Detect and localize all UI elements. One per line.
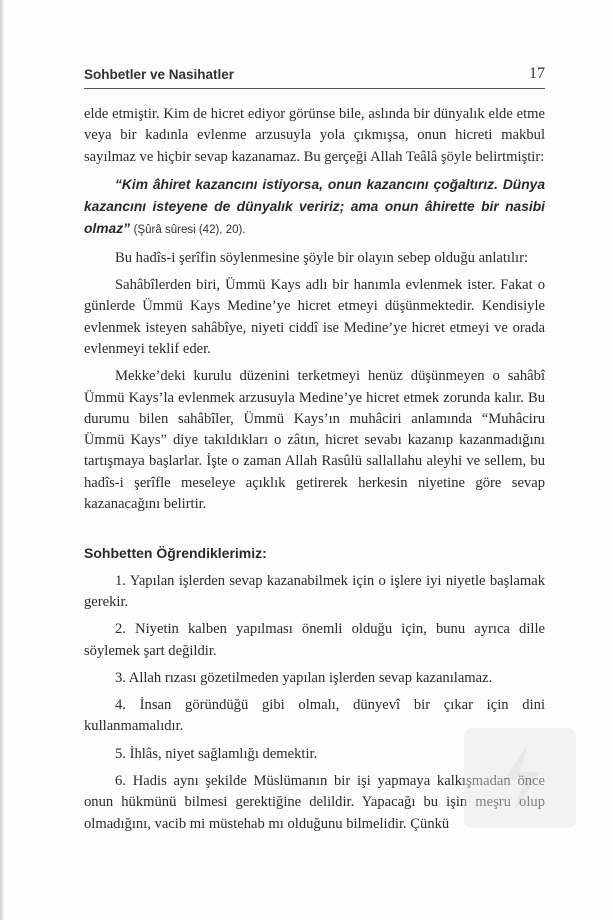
- list-item: 2. Niyetin kalben yapılması önemli olduğu için, bunu ayrıca dille söylemek şart değildir.: [84, 621, 545, 659]
- list-item: 6. Hadis aynı şekilde Müslümanın bir işi yapmaya kalkışmadan önce onun hükmünü bilmesi gerektiğine delildir. Yapacağı bu işin meşru olup olmadığını, vacib mi müstehab mı olduğunu bilmelidir. Çünkü: [84, 773, 545, 832]
- list-item: 1. Yapılan işlerden sevap kazanabilmek için o işlere iyi niyetle başlamak gerekir.: [84, 572, 545, 610]
- running-head: Sohbetler ve Nasihatler: [84, 67, 235, 82]
- page-binding-edge: [0, 0, 4, 920]
- list-item: 5. İhlâs, niyet sağlamlığı demektir.: [115, 745, 318, 762]
- list-item: 3. Allah rızası gözetilmeden yapılan işlerden sevap kazanılamaz.: [115, 669, 493, 686]
- header-rule: [84, 88, 545, 89]
- quote-text: “Kim âhiret kazancını istiyorsa, onun kazancını çoğaltırız. Dünya kazancını isteyene de dünyalık veririz; ama onun âhirette bir nasibi olmaz”: [84, 176, 545, 237]
- list-item: 4. İnsan göründüğü gibi olmalı, dünyevî bir çıkar için dini kullanmamalıdır.: [84, 697, 545, 735]
- quran-quote: [84, 174, 545, 242]
- paragraph: Sahâbîlerden biri, Ümmü Kays adlı bir hanımla evlenmek ister. Fakat o günlerde Ümmü Kays Medine’ye hicret etmeyi düşünmektedir. Kendisiyle evlenmek isteyen sahâbîye, niyeti ciddî ise Medine’ye hicret etmeyi ve orada evlenmeyi teklif eder.: [84, 277, 545, 357]
- paragraph: Bu hadîs-i şerîfin söylenmesine şöyle bir olayın sebep olduğu anlatılır:: [115, 249, 529, 266]
- quote-reference: (Şûrâ sûresi (42), 20).: [133, 224, 246, 237]
- page-number: 17: [529, 65, 545, 82]
- paragraph: elde etmiştir. Kim de hicret ediyor görünse bile, aslında bir dünyalık elde etme veya bir kadınla evlenme arzusuyla yola çıkmışsa, onun hicreti makbul sayılmaz ve hiçbir sevap kazanamaz. Bu gerçeği Allah Teâlâ şöyle belirtmiştir:: [84, 106, 545, 165]
- section-heading: Sohbetten Öğrendiklerimiz:: [84, 545, 267, 562]
- page-header: [84, 65, 545, 89]
- watermark-logo: [458, 722, 582, 834]
- paragraph: Mekke’deki kurulu düzenini terketmeyi henüz düşünmeyen o sahâbî Ümmü Kays’la evlenmek arzusuyla Medine’ye hicret etmek zorunda kalır. Bu durumu bilen sahâbîler, Ümmü Kays’ın muhâciri anlamında “Muhâciru Ümmü Kays” diye takıldıkları o zâtın, hicret sevabı kazanıp kazanmadığını tartışmaya başlarlar. İşte o zaman Allah Rasûlü sallallahu aleyhi ve sellem, bu hadîs-i şerîfle meseleye açıklık getirerek herkesin niyetine göre sevap kazanacağını belirtir.: [84, 368, 545, 513]
